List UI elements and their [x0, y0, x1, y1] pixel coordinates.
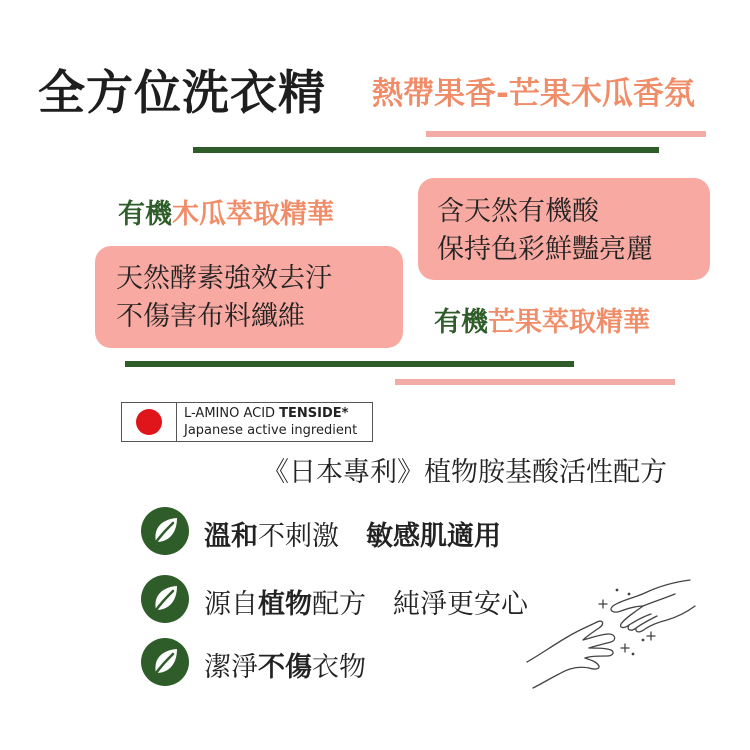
amino-acid-badge — [121, 402, 373, 442]
feature-gentle-text: 溫和不刺激 敏感肌適用 — [204, 521, 501, 552]
hands-icon — [525, 570, 705, 690]
divider-pink-top — [426, 131, 706, 137]
leaf-icon — [140, 574, 190, 624]
enzyme-line2: 不傷害布料纖維 — [116, 301, 305, 332]
badge-line2: Japanese active ingredient — [184, 423, 358, 438]
divider-green-bottom — [125, 361, 574, 367]
divider-pink-bottom — [395, 379, 675, 385]
feature-clean-text: 潔淨不傷衣物 — [204, 652, 366, 683]
feature-plant-text: 源自植物配方 純淨更安心 — [204, 589, 528, 620]
badge-line1: L-AMINO ACID TENSIDE* — [184, 406, 349, 421]
enzyme-line1: 天然酵素強效去汙 — [116, 263, 332, 294]
organic-acid-line2: 保持色彩鮮豔亮麗 — [437, 234, 653, 265]
leaf-icon — [140, 506, 190, 556]
divider-green-top — [193, 147, 659, 153]
organic-acid-line1: 含天然有機酸 — [437, 196, 599, 227]
leaf-icon — [140, 637, 190, 687]
scent-subtitle: 熱帶果香-芒果木瓜香氛 — [372, 76, 695, 112]
mango-extract-label: 有機芒果萃取精華 — [434, 307, 650, 338]
patent-formula-text: 《日本專利》植物胺基酸活性配方 — [262, 457, 667, 488]
papaya-extract-label: 有機木瓜萃取精華 — [118, 199, 334, 230]
japan-flag-icon — [122, 403, 177, 441]
page-title: 全方位洗衣精 — [38, 66, 326, 121]
